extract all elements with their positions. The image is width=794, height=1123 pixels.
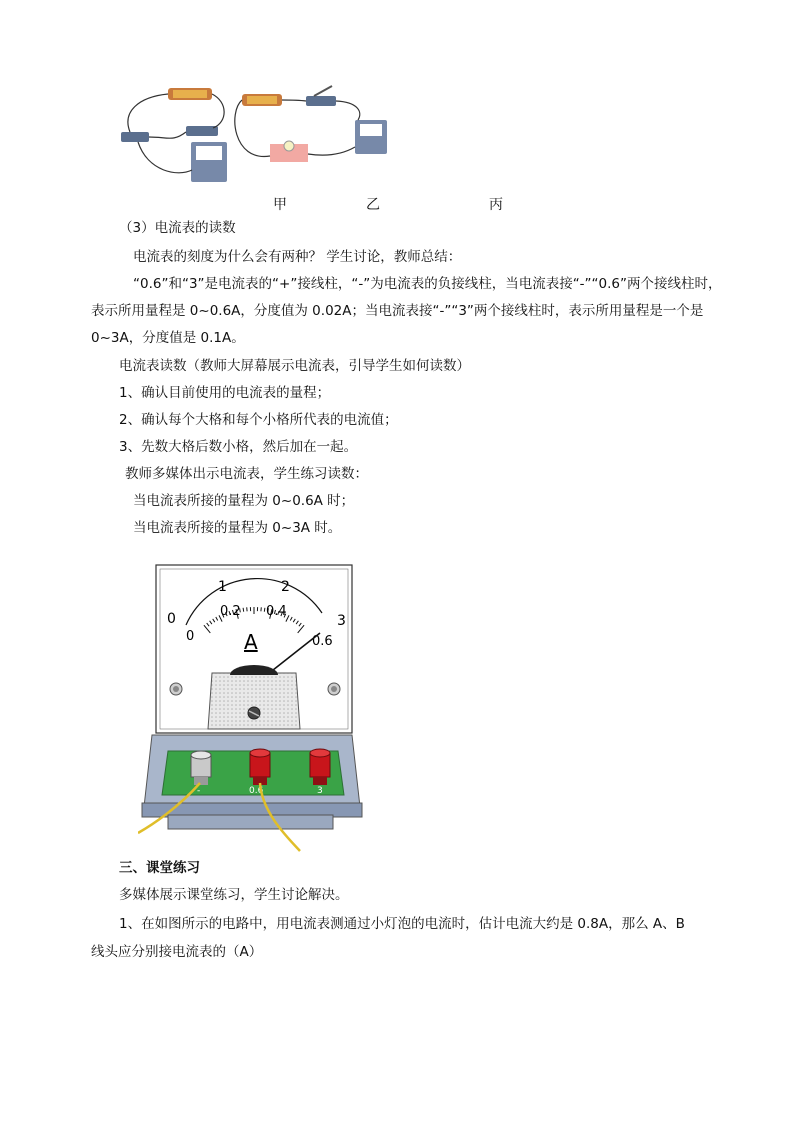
terminal-negative <box>191 751 211 785</box>
circuit-1-image <box>121 88 227 182</box>
terminal-06 <box>250 749 270 785</box>
terminal-3 <box>310 749 330 785</box>
figure-label-yi: 乙 <box>366 197 380 213</box>
terminal-label-3: 3 <box>317 786 323 796</box>
paragraph-reading-method: 电流表读数（教师大屏幕展示电流表，引导学生如何读数） <box>119 358 470 374</box>
terminal-label-06: 0.6 <box>249 786 264 796</box>
scale-top-1: 1 <box>218 579 227 595</box>
scale-bottom-02: 0.2 <box>220 604 241 619</box>
scale-tick <box>264 608 265 612</box>
paragraph-practice-intro: 教师多媒体出示电流表，学生练习读数： <box>125 466 368 482</box>
question-1-line1: 1、在如图所示的电路中，用电流表测通过小灯泡的电流时，估计电流大约是 0.8A，那么 A、B <box>119 916 685 932</box>
scale-bottom-04: 0.4 <box>266 604 287 619</box>
scale-bottom-06: 0.6 <box>312 634 333 649</box>
circuit-diagrams <box>118 82 398 190</box>
question-1-line2: 线头应分别接电流表的（A） <box>91 944 263 960</box>
scale-tick <box>243 608 244 612</box>
figure-label-jia: 甲 <box>273 197 287 213</box>
scale-top-2: 2 <box>281 579 290 595</box>
paragraph-range-3: 当电流表所接的量程为 0~3A 时。 <box>133 520 342 536</box>
terminal-label-negative: - <box>197 786 201 796</box>
paragraph-terminals-line3: 0~3A，分度值是 0.1A。 <box>91 330 245 346</box>
scale-bottom-0: 0 <box>186 629 195 644</box>
paragraph-question: 电流表的刻度为什么会有两种？ 学生讨论，教师总结： <box>133 249 462 265</box>
paragraph-range-06: 当电流表所接的量程为 0~0.6A 时； <box>133 493 355 509</box>
figure-label-bing: 丙 <box>489 197 503 213</box>
circuit-2-image <box>235 86 387 162</box>
step-2: 2、确认每个大格和每个小格所代表的电流值； <box>119 412 398 428</box>
paragraph-terminals-line2: 表示所用量程是 0~0.6A，分度值为 0.02A；当电流表接“-”“3”两个接线柱时，表示所用量程是一个是 <box>91 303 704 319</box>
scale-top-3: 3 <box>337 613 346 629</box>
step-1: 1、确认目前使用的电流表的量程； <box>119 385 331 401</box>
paragraph-exercise-intro: 多媒体展示课堂练习，学生讨论解决。 <box>119 887 349 903</box>
section-heading-practice: 三、课堂练习 <box>119 860 200 876</box>
unit-label: A <box>244 630 258 654</box>
paragraph-terminals-line1: “0.6”和“3”是电流表的“+”接线柱，“-”为电流表的负接线柱，当电流表接“-”“0.6”两个接线柱时， <box>133 276 722 292</box>
step-3: 3、先数大格后数小格，然后加在一起。 <box>119 439 358 455</box>
scale-top-0: 0 <box>167 611 176 627</box>
heading-ammeter-reading: （3）电流表的读数 <box>119 220 236 236</box>
ammeter-image <box>138 563 368 853</box>
